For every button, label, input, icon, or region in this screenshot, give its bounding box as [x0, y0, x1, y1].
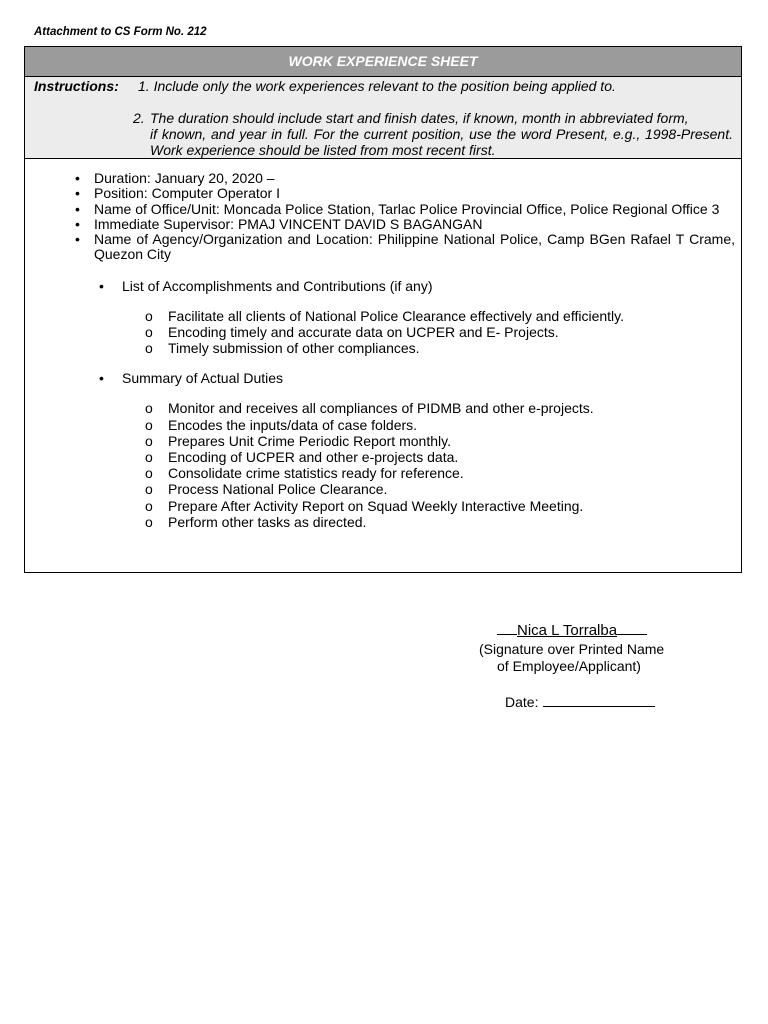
accomplishment-text: Facilitate all clients of National Police Clearance effectively and efficiently.	[168, 307, 625, 324]
sub-bullet-icon: o	[145, 307, 153, 324]
list-item-duration	[25, 171, 735, 186]
list-item	[25, 433, 743, 449]
bullet-icon: •	[75, 200, 80, 217]
bullet-icon: •	[99, 277, 104, 294]
duty-text: Prepare After Activity Report on Squad Weekly Interactive Meeting.	[168, 497, 584, 514]
duty-text: Prepares Unit Crime Periodic Report monthly.	[168, 432, 451, 449]
duty-text: Encoding of UCPER and other e-projects data.	[168, 449, 459, 465]
accomplishments-list	[25, 308, 743, 357]
sub-bullet-icon: o	[145, 416, 153, 433]
instruction-1-text: Include only the work experiences relevant to the position being applied to.	[153, 78, 616, 94]
instruction-2-number: 2.	[133, 110, 145, 126]
list-item	[25, 340, 743, 356]
list-item-office	[25, 202, 735, 217]
duty-text: Monitor and receives all compliances of PIDMB and other e-projects.	[168, 400, 594, 417]
instructions-label: Instructions:	[34, 78, 119, 94]
signatory-name: Nica L Torralba	[517, 622, 618, 639]
duties-heading: Summary of Actual Duties	[122, 370, 284, 387]
list-item	[25, 417, 743, 433]
duties-section	[25, 370, 743, 386]
agency-text: Name of Agency/Organization and Location: Philippine National Police, Camp BGen Rafael T Crame, Quezon City	[94, 231, 735, 263]
duty-text: Encodes the inputs/data of case folders.	[168, 416, 418, 433]
list-item	[25, 481, 743, 497]
sub-bullet-icon: o	[145, 481, 153, 498]
duty-text: Process National Police Clearance.	[168, 481, 388, 498]
sub-bullet-icon: o	[145, 465, 153, 482]
experience-list	[25, 171, 743, 263]
sub-bullet-icon: o	[145, 449, 153, 465]
instructions-box	[25, 77, 741, 159]
instruction-2-rest: if known, and year in full. For the current position, use the word Present, e.g., 1998-Present. Work experience should be listed from most recent first.	[150, 126, 733, 158]
bullet-icon: •	[75, 170, 80, 186]
sub-bullet-icon: o	[145, 323, 153, 340]
instruction-1	[138, 78, 616, 94]
date-field	[505, 692, 655, 710]
signature-name-line	[497, 620, 647, 639]
accomplishment-text: Encoding timely and accurate data on UCPER and E- Projects.	[168, 323, 559, 340]
experience-details	[25, 171, 743, 530]
list-item	[25, 308, 743, 324]
accomplishment-text: Timely submission of other compliances.	[168, 340, 420, 357]
sheet-title: WORK EXPERIENCE SHEET	[25, 47, 741, 77]
supervisor-text: Immediate Supervisor: PMAJ VINCENT DAVID S BAGANGAN	[94, 215, 483, 232]
instruction-1-number: 1.	[138, 78, 150, 94]
sub-bullet-icon: o	[145, 513, 153, 530]
duty-text: Perform other tasks as directed.	[168, 513, 367, 530]
list-item-position	[25, 186, 735, 201]
list-item	[25, 514, 743, 530]
accomplishments-heading: List of Accomplishments and Contributions (if any)	[122, 277, 433, 294]
sub-bullet-icon: o	[145, 497, 153, 514]
list-item-agency	[25, 232, 735, 263]
list-item	[25, 498, 743, 514]
instruction-2	[133, 110, 733, 158]
sub-bullet-icon: o	[145, 340, 153, 357]
list-item	[25, 400, 743, 416]
list-item	[25, 449, 743, 465]
position-text: Position: Computer Operator I	[94, 185, 280, 202]
date-label: Date:	[505, 694, 539, 710]
bullet-icon: •	[99, 370, 104, 387]
date-blank-line	[543, 692, 655, 707]
duty-text: Consolidate crime statistics ready for reference.	[168, 465, 464, 482]
duration-text: Duration: January 20, 2020 –	[94, 170, 275, 186]
work-experience-sheet	[24, 46, 742, 573]
list-item-supervisor	[25, 217, 735, 232]
duties-list	[25, 400, 743, 530]
underline-lead	[497, 620, 517, 635]
sub-bullet-icon: o	[145, 400, 153, 417]
bullet-icon: •	[75, 231, 80, 248]
attachment-label: Attachment to CS Form No. 212	[34, 26, 207, 38]
underline-tail	[617, 620, 647, 635]
list-item	[25, 324, 743, 340]
office-text: Name of Office/Unit: Moncada Police Station, Tarlac Police Provincial Office, Police Regional Office 3	[94, 200, 720, 217]
signature-caption-line1: (Signature over Printed Name	[479, 641, 665, 657]
list-item	[25, 465, 743, 481]
instruction-2-line1: The duration should include start and finish dates, if known, month in abbreviated form,	[150, 110, 689, 126]
bullet-icon: •	[75, 185, 80, 202]
accomplishments-section	[25, 278, 743, 294]
bullet-icon: •	[75, 215, 80, 232]
signature-caption-line2: of Employee/Applicant)	[497, 658, 641, 674]
sub-bullet-icon: o	[145, 432, 153, 449]
